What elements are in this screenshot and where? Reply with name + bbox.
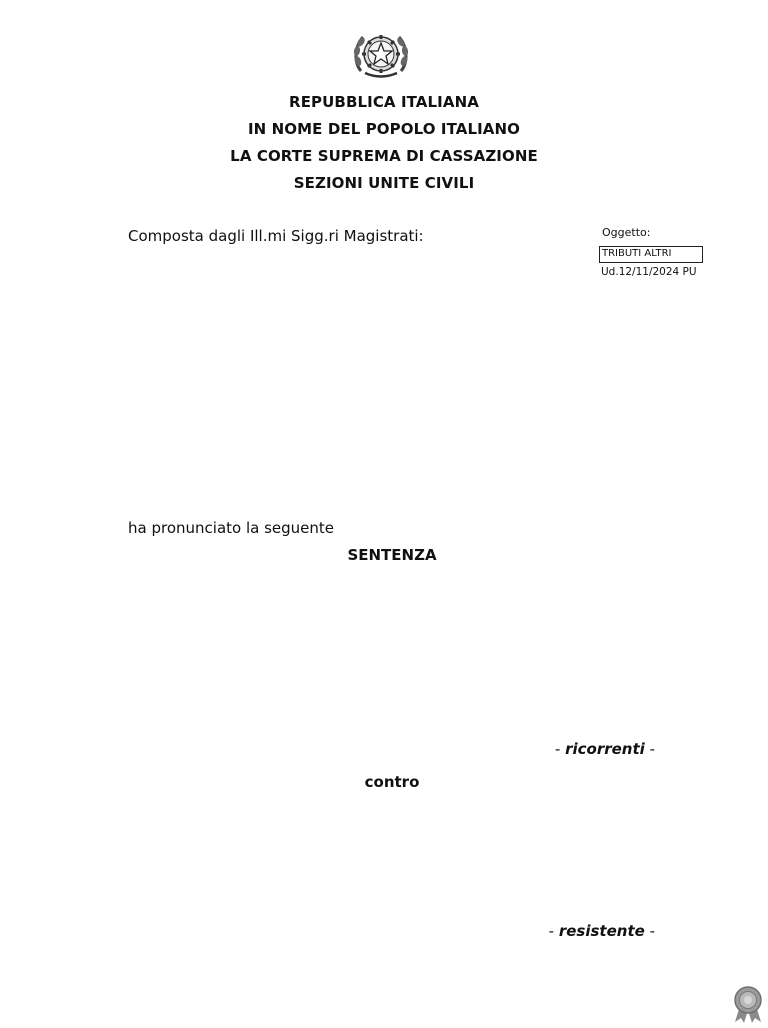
hearing-date: Ud.12/11/2024 PU — [601, 266, 697, 278]
dash-left: - — [554, 740, 561, 758]
oggetto-value: TRIBUTI ALTRI — [599, 246, 703, 263]
contro-label: contro — [364, 773, 420, 791]
party-resistente — [549, 921, 655, 941]
dash-right: - — [649, 740, 655, 758]
italian-republic-emblem-icon — [351, 27, 411, 82]
oggetto-label: Oggetto: — [602, 226, 651, 239]
dash-left: - — [548, 922, 555, 940]
dash-right: - — [649, 922, 655, 940]
header-section: SEZIONI UNITE CIVILI — [293, 174, 475, 192]
header-people: IN NOME DEL POPOLO ITALIANO — [247, 120, 521, 138]
resistente-label: resistente — [558, 922, 645, 940]
party-ricorrenti — [555, 739, 655, 759]
ricorrenti-label: ricorrenti — [565, 740, 645, 758]
sentence-title: SENTENZA — [347, 546, 437, 564]
pronouncement-intro: ha pronunciato la seguente — [128, 519, 335, 537]
composition-text: Composta dagli Ill.mi Sigg.ri Magistrati: — [128, 227, 424, 245]
certification-seal-icon — [731, 986, 765, 1024]
header-court: LA CORTE SUPREMA DI CASSAZIONE — [230, 147, 538, 165]
header-republic: REPUBBLICA ITALIANA — [289, 93, 479, 111]
